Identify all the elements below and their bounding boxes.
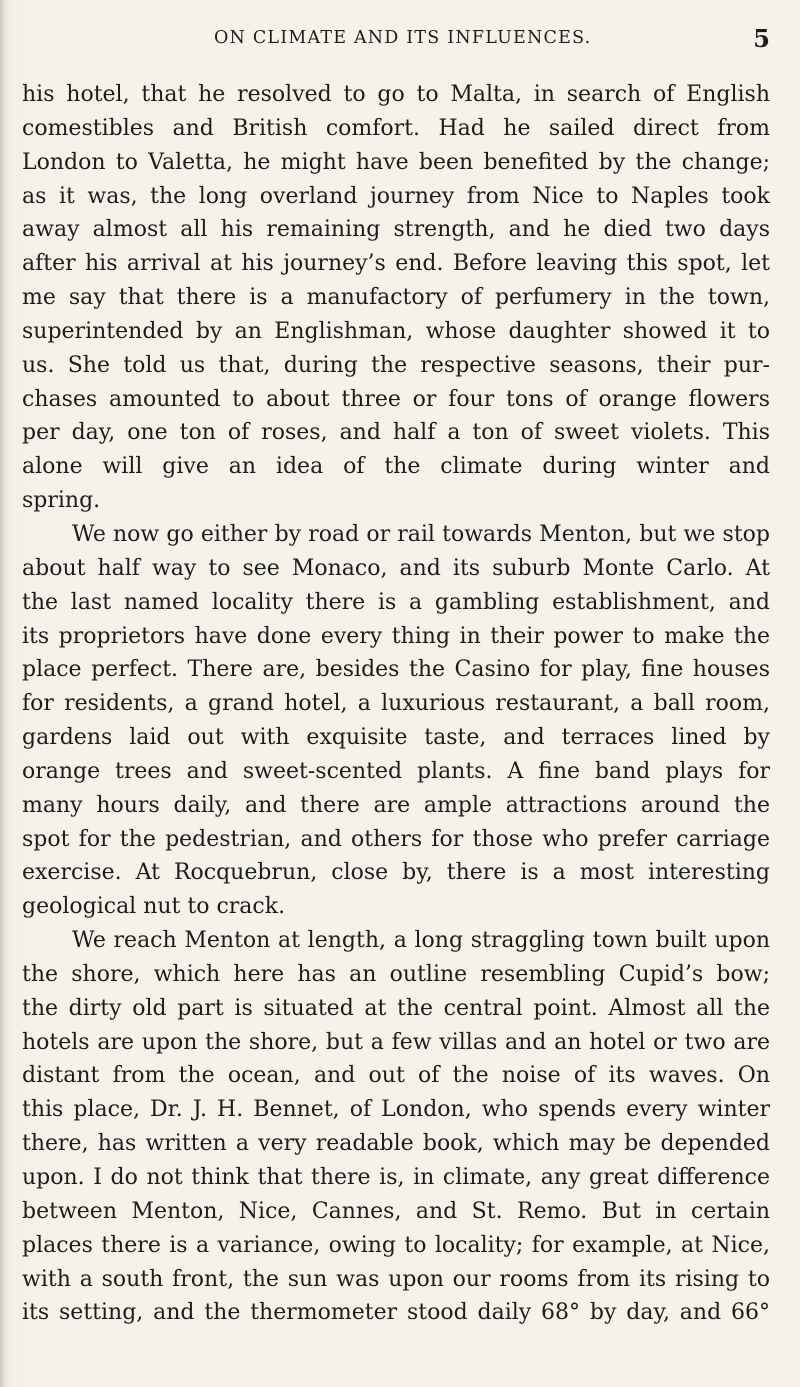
text-line: the last named locality there is a gambling establishment, and [22, 589, 770, 615]
text-line: away almost all his remaining strength, and he died two days [22, 217, 770, 243]
text-line: distant from the ocean, and out of the noise of its waves. On [22, 1063, 770, 1089]
text-line: spot for the pedestrian, and others for those who prefer carriage [22, 826, 770, 852]
text-line: between Menton, Nice, Cannes, and St. Remo. But in certain [22, 1198, 770, 1224]
text-line: comestibles and British comfort. Had he sailed direct from [22, 115, 770, 141]
text-line-paragraph-start: We now go either by road or rail towards Menton, but we stop [72, 521, 770, 547]
text-line-paragraph-end: geological nut to crack. [22, 894, 286, 920]
running-title: ON CLIMATE AND ITS INFLUENCES. [214, 28, 592, 48]
text-line: for residents, a grand hotel, a luxurious restaurant, a ball room, [22, 691, 770, 717]
text-line: hotels are upon the shore, but a few villas and an hotel or two are [22, 1029, 770, 1055]
text-line: orange trees and sweet-scented plants. A fine band plays for [22, 758, 770, 784]
page-gutter-shadow [0, 0, 6, 1387]
text-line: alone will give an idea of the climate during winter and [22, 454, 770, 480]
text-line: London to Valetta, he might have been benefited by the change; [22, 149, 770, 175]
page-number: 5 [753, 24, 770, 53]
text-line: place perfect. There are, besides the Casino for play, fine houses [22, 657, 770, 683]
text-line: chases amounted to about three or four tons of orange flowers [22, 386, 770, 412]
text-line: after his arrival at his journey’s end. Before leaving this spot, let [22, 251, 770, 277]
text-line: me say that there is a manufactory of perfumery in the town, [22, 285, 770, 311]
text-line: this place, Dr. J. H. Bennet, of London, who spends every winter [22, 1097, 770, 1123]
text-line: gardens laid out with exquisite taste, and terraces lined by [22, 725, 770, 751]
text-line: with a south front, the sun was upon our rooms from its rising to [22, 1266, 770, 1292]
text-line: many hours daily, and there are ample attractions around the [22, 792, 770, 818]
body-text [22, 78, 770, 1330]
text-line: about half way to see Monaco, and its suburb Monte Carlo. At [22, 555, 770, 581]
text-line: its proprietors have done every thing in their power to make the [22, 623, 770, 649]
text-line: superintended by an Englishman, whose daughter showed it to [22, 318, 770, 344]
page-header [0, 26, 800, 60]
text-line: places there is a variance, owing to locality; for example, at Nice, [22, 1232, 770, 1258]
text-line-paragraph-start: We reach Menton at length, a long straggling town built upon [72, 928, 770, 954]
text-line: as it was, the long overland journey from Nice to Naples took [22, 183, 770, 209]
text-line: his hotel, that he resolved to go to Malta, in search of English [22, 82, 770, 107]
text-line: its setting, and the thermometer stood daily 68° by day, and 66° [22, 1300, 770, 1326]
text-line: exercise. At Rocquebrun, close by, there is a most interesting [22, 860, 770, 886]
text-line: upon. I do not think that there is, in climate, any great difference [22, 1165, 770, 1190]
text-line-paragraph-end: spring. [22, 488, 101, 514]
text-line: the shore, which here has an outline resembling Cupid’s bow; [22, 961, 770, 987]
text-line: there, has written a very readable book, which may be depended [22, 1131, 770, 1157]
text-line: us. She told us that, during the respective seasons, their pur- [22, 352, 770, 378]
text-line: the dirty old part is situated at the central point. Almost all the [22, 995, 770, 1021]
text-line: per day, one ton of roses, and half a ton of sweet violets. This [22, 420, 770, 446]
